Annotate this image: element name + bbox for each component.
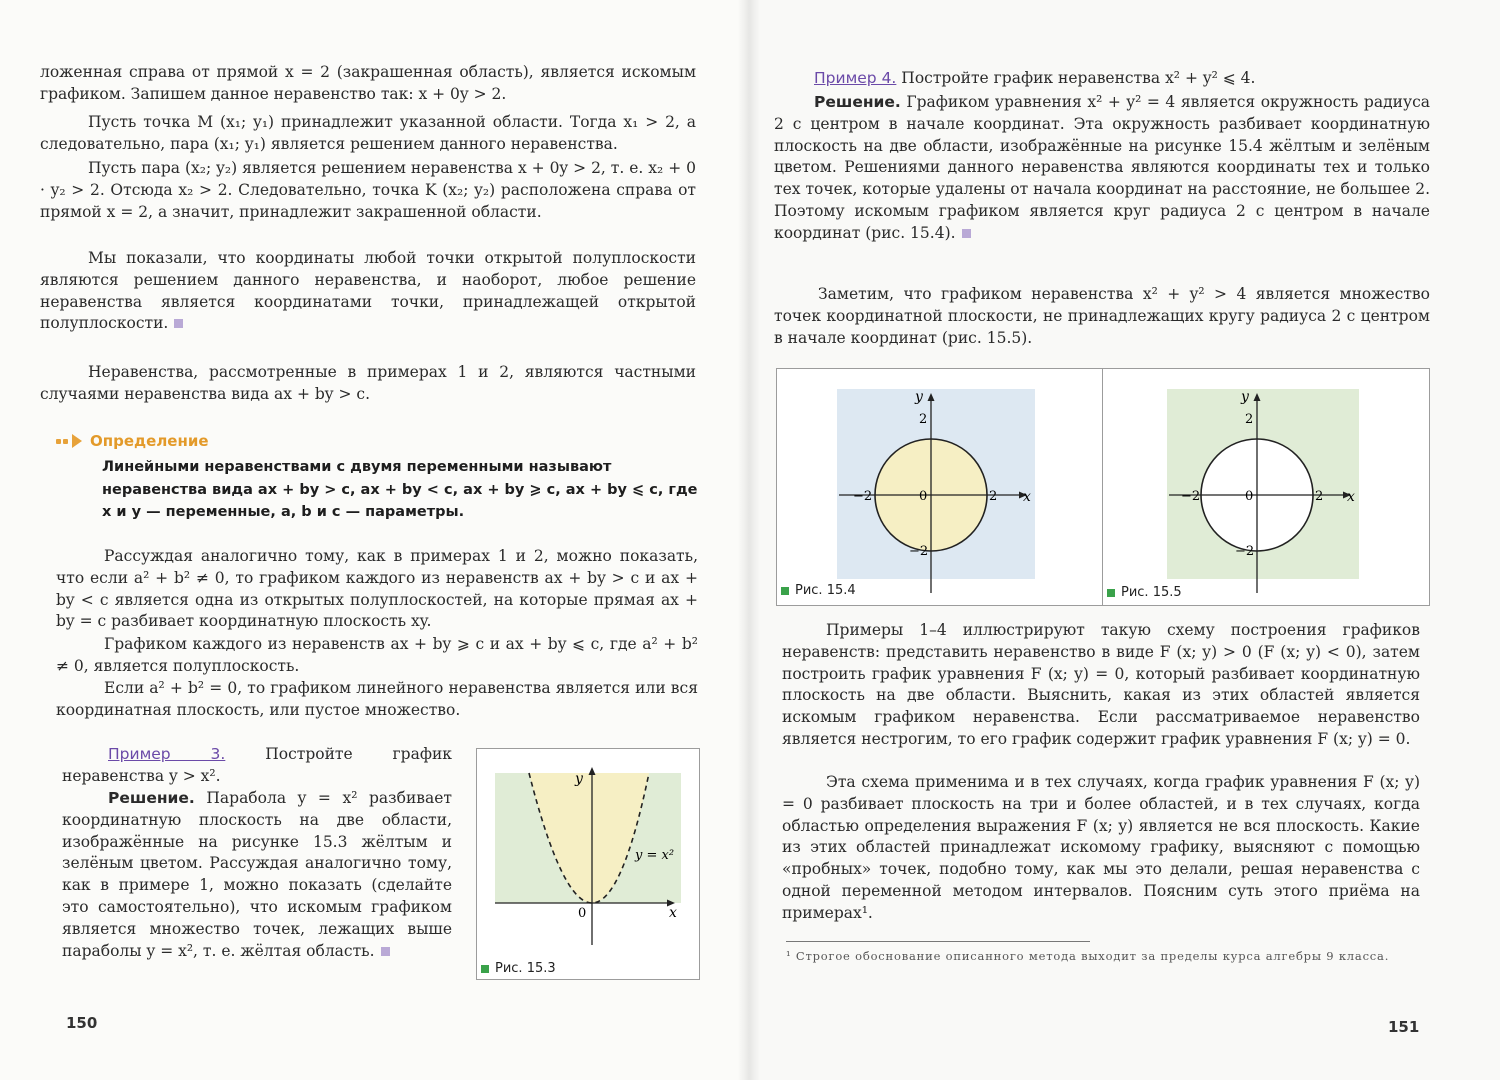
example-3-task [62, 744, 452, 788]
figure-15-4-caption-text: Рис. 15.4 [795, 583, 856, 598]
example-4-task [774, 68, 1430, 90]
tick-x-pos-15-5: 2 [1315, 489, 1324, 504]
tick-y-pos-15-5: 2 [1245, 412, 1254, 427]
y-label-15-5: y [1241, 389, 1249, 405]
caption-marker-icon-15-5 [1107, 589, 1115, 597]
page-number-right: 151 [1388, 1018, 1420, 1036]
footnote: ¹ Строгое обоснование описанного метода выходит за пределы курса алгебры 9 класса. [786, 949, 1390, 963]
right-para-scheme-2: Эта схема применима и в тех случаях, когда график уравнения F (x; y) = 0 разбивает плоскость на три и более областей, и в тех случаях, когда областью определения выражения F (x; y) является не вся плоскость. Какие из этих областей принадлежат искомому графику, выясняют с помощью «пробных» точек, подобно тому, как мы это делали, решая неравенства с одной переменной методом интервалов. Поясним суть этого приёма на примерах¹. [782, 773, 1420, 922]
left-para-5: Неравенства, рассмотренные в примерах 1 и 2, являются частными случаями неравенства вида ax + by > c. [40, 363, 696, 403]
example-3-task-text: Постройте график неравенства y > x². [62, 745, 452, 785]
left-para-8: Если a² + b² = 0, то графиком линейного неравенства является или вся координатная плоскость, или пустое множество. [56, 679, 698, 719]
figure-15-3-caption [481, 961, 556, 976]
right-para-scheme: Примеры 1–4 иллюстрируют такую схему построения графиков неравенств: представить неравенство в виде F (x; y) > 0 (F (x; y) < 0), затем построить график уравнения F (x; y) = 0, который разбивает координатную плоскость на две области. Выяснить, какая из этих областей является искомым графиком неравенства. Если рассматриваемое неравенство является нестрогим, то его график содержит график уравнения F (x; y) = 0. [782, 621, 1420, 748]
tick-y-neg-15-5: −2 [1235, 544, 1255, 559]
figure-15-3 [476, 748, 700, 980]
left-para-7: Графиком каждого из неравенств ax + by ⩾ c и ax + by ⩽ c, где a² + b² ≠ 0, является полуплоскость. [56, 635, 698, 675]
end-of-solution-mark-4 [962, 229, 971, 238]
origin-15-4: 0 [919, 489, 928, 504]
caption-marker-icon-15-4 [781, 587, 789, 595]
end-of-solution-mark [381, 947, 390, 956]
footnote-rule [786, 941, 1090, 942]
tick-x-pos-15-4: 2 [989, 489, 998, 504]
left-para-4-text: Мы показали, что координаты любой точки открытой полуплоскости являются решением данного неравенства, и наоборот, любое решение неравенства является координатами точки, принадлежащей открытой полуплоскости. [40, 249, 696, 333]
book-gutter [738, 0, 760, 1080]
left-para-1: ложенная справа от прямой x = 2 (закрашенная область), является искомым графиком. Запишем данное неравенство так: x + 0y > 2. [40, 63, 696, 103]
end-of-proof-mark [174, 319, 183, 328]
solution-label-3: Решение. [108, 789, 195, 807]
example-3-solution-text: Парабола y = x² разбивает координатную плоскость на две области, изображённые на рисунке 15.3 жёлтым и зелёным цветом. Рассуждая аналогично тому, как в примере 1, можно показать (сделайте это самостоятельно), что искомым графиком является множество точек, лежащих выше параболы y = x², т. е. жёлтая область. [62, 789, 452, 960]
figure-15-3-caption-text: Рис. 15.3 [495, 961, 556, 976]
figures-plot [777, 369, 1429, 605]
x-label-15-4: x [1023, 489, 1031, 505]
figure-15-3-plot [477, 749, 699, 979]
definition-header [56, 430, 209, 452]
page-number-left: 150 [66, 1014, 98, 1032]
definition-title: Определение [90, 432, 209, 450]
y-label-15-4: y [915, 389, 923, 405]
origin-label: 0 [578, 906, 587, 921]
x-label-15-5: x [1347, 489, 1355, 505]
y-axis-arrow [589, 767, 596, 775]
example-4-label: Пример 4. [814, 69, 897, 87]
example-3-solution [62, 788, 452, 962]
tick-y-neg-15-4: −2 [909, 544, 929, 559]
origin-15-5: 0 [1245, 489, 1254, 504]
definition-arrow-icon [56, 434, 82, 448]
y-axis-label: y [575, 771, 583, 787]
example-4-task-text: Постройте график неравенства x² + y² ⩽ 4. [901, 69, 1256, 87]
left-para-3: Пусть пара (x₂; y₂) является решением неравенства x + 0y > 2, т. е. x₂ + 0 · y₂ > 2. Отсюда x₂ > 2. Следовательно, точка K (x₂; y₂) расположена справа от прямой x = 2, а значит, принадлежит закрашенной области. [40, 159, 696, 221]
left-para-2: Пусть точка M (x₁; y₁) принадлежит указанной области. Тогда x₁ > 2, а следовательно, пара (x₁; y₁) является решением данного неравенства. [40, 113, 696, 153]
example-3-label: Пример 3. [108, 745, 226, 763]
figure-15-5-caption-text: Рис. 15.5 [1121, 585, 1182, 600]
figures-15-4-15-5 [776, 368, 1430, 606]
left-para-4 [40, 248, 696, 335]
figure-15-4-caption [781, 583, 856, 598]
parabola-label: y = x² [635, 848, 675, 863]
tick-x-neg-15-4: −2 [853, 489, 873, 504]
left-para-6: Рассуждая аналогично тому, как в примерах 1 и 2, можно показать, что если a² + b² ≠ 0, то графиком каждого из неравенств ax + by > c и ax + by < c является одна из открытых полуплоскостей, на которые прямая ax + by = c разбивает координатную плоскость xy. [56, 547, 698, 631]
solution-label-4: Решение. [814, 93, 901, 111]
x-axis-label: x [669, 905, 677, 921]
example-4-solution-text: Графиком уравнения x² + y² = 4 является окружность радиуса 2 с центром в начале координат. Эта окружность разбивает координатную плоскость на две области, изображённые на рисунке 15.4 жёлтым и зелёным цветом. Решениями данного неравенства являются координаты тех и только тех точек, которые удалены от начала координат на расстояние, не большее 2. Поэтому искомым графиком является круг радиуса 2 с центром в начале координат (рис. 15.4). [774, 93, 1430, 242]
tick-x-neg-15-5: −2 [1181, 489, 1201, 504]
tick-y-pos-15-4: 2 [919, 412, 928, 427]
example-4-solution [774, 92, 1430, 245]
right-para-note: Заметим, что графиком неравенства x² + y² > 4 является множество точек координатной плоскости, не принадлежащих кругу радиуса 2 с центром в начале координат (рис. 15.5). [774, 285, 1430, 347]
definition-text: Линейными неравенствами с двумя переменными называют неравенства вида ax + by > c, ax + by < c, ax + by ⩾ c, ax + by ⩽ c, где x и y — переменные, a, b и c — параметры. [102, 459, 698, 520]
figure-15-5-caption [1107, 585, 1182, 600]
caption-marker-icon [481, 965, 489, 973]
